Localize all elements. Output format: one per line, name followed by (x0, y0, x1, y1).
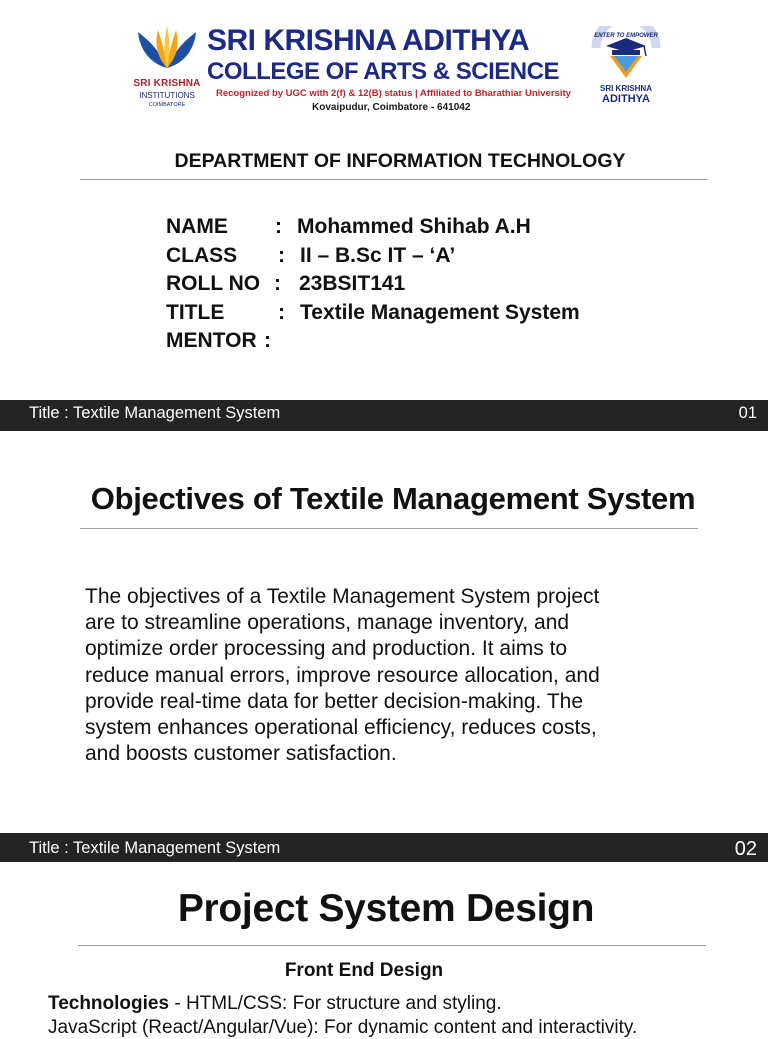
technologies-label: Technologies (48, 993, 170, 1014)
info-label: ROLL NO (166, 272, 261, 296)
objectives-paragraph (85, 584, 705, 767)
slide-heading: Objectives of Textile Management System (90, 481, 696, 516)
slide-heading: Project System Design (177, 887, 595, 930)
technologies-line (48, 993, 502, 1015)
paragraph-line: reduce manual errors, improve resource allocation, and (85, 663, 600, 687)
info-value: Mohammed Shihab A.H (297, 215, 531, 238)
divider (80, 528, 698, 529)
slide-footer-bar (0, 833, 768, 862)
left-college-logo (128, 24, 206, 116)
footer-page-number: 01 (738, 404, 757, 422)
section-subheading: Front End Design (284, 960, 444, 981)
technologies-text: - HTML/CSS: For structure and styling. (169, 993, 502, 1014)
left-logo-line2: INSTITUTIONS (139, 91, 195, 100)
paragraph-line: provide real-time data for better decision-making. The (85, 689, 584, 713)
college-address: Kovaipudur, Coimbatore - 641042 (312, 102, 471, 113)
department-title: DEPARTMENT OF INFORMATION TECHNOLOGY (174, 150, 626, 172)
right-logo-line1: SRI KRISHNA (599, 84, 652, 93)
paragraph-line: system enhances operational efficiency, reduces costs, (85, 716, 597, 740)
college-recognition: Recognized by UGC with 2(f) & 12(B) status | Affiliated to Bharathiar University (216, 88, 571, 99)
info-value: Textile Management System (300, 300, 580, 324)
paragraph-line: optimize order processing and production. It aims to (85, 637, 568, 661)
info-label: NAME (166, 215, 228, 238)
info-label: TITLE (166, 300, 225, 324)
info-separator: : (278, 300, 285, 324)
info-label: CLASS (166, 243, 238, 267)
right-college-logo (588, 26, 664, 114)
left-logo-line1: SRI KRISHNA (133, 78, 201, 89)
paragraph-line: and boosts customer satisfaction. (85, 742, 397, 766)
technologies-line-2: JavaScript (React/Angular/Vue): For dynamic content and interactivity. (48, 1017, 638, 1038)
info-separator: : (274, 272, 281, 296)
footer-title: Title : Textile Management System (29, 839, 281, 857)
footer-page-number: 02 (734, 838, 757, 860)
college-subtitle: COLLEGE OF ARTS & SCIENCE (207, 58, 559, 85)
paragraph-line: The objectives of a Textile Management System project (85, 585, 600, 608)
right-logo-line2: ADITHYA (602, 93, 650, 105)
paragraph-line: are to streamline operations, manage inventory, and (85, 611, 570, 635)
right-logo-arc-text: ENTER TO EMPOWER (594, 33, 658, 39)
info-separator: : (275, 215, 282, 238)
info-label: MENTOR (166, 329, 257, 353)
college-name: SRI KRISHNA ADITHYA (207, 24, 530, 57)
left-logo-line3: COIMBATORE (148, 102, 186, 108)
divider (78, 945, 706, 946)
info-separator: : (278, 243, 285, 267)
flame-emblem-icon (128, 24, 206, 80)
info-separator: : (264, 329, 271, 353)
slide-footer-bar (0, 400, 768, 431)
divider (80, 179, 708, 180)
footer-title: Title : Textile Management System (29, 404, 281, 422)
info-value: II – B.Sc IT – ‘A’ (300, 243, 456, 267)
info-value: 23BSIT141 (299, 272, 406, 296)
